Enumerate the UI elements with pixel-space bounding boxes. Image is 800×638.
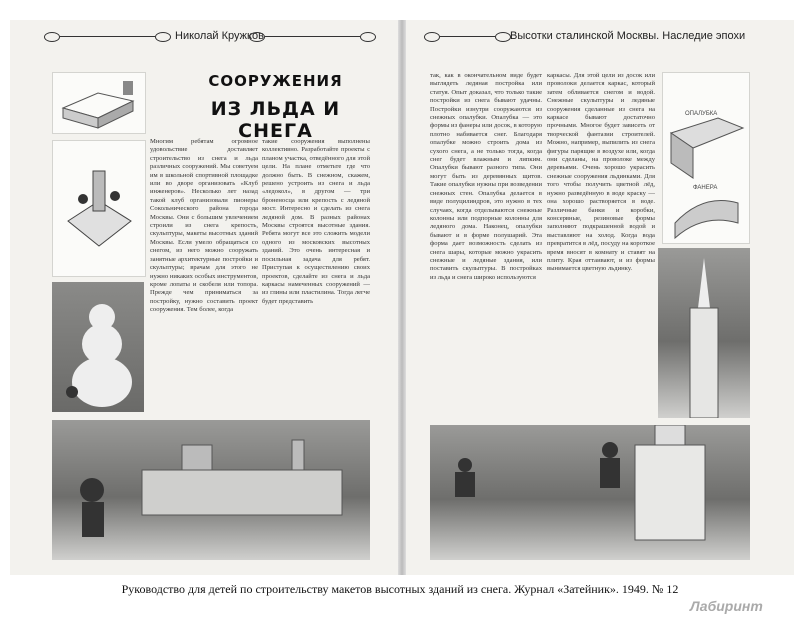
snow-fortress-drawing bbox=[53, 141, 145, 276]
left-header-ornament bbox=[60, 36, 155, 37]
left-page-column-1: Многим ребятам огромное удовольствие доставляет строительство из снега и льда различных сооружений. Мы советуем им в школьной спортивной площадке или во дворе организовать «Клуб инженеров». Несколько лет назад такой клуб организовали пионеры Сокольнического района города Москвы. Они с большим увлечением строили из снега крепость, скульптуры, макеты высотных зданий Москвы. Если умело обращаться со снегом, из него можно сооружать занятные архитектурные постройки и скульптуры; врачам для этого не нужно никаких особых инструментов, кроме лопаты и скобеля или топора. Прежде чем приниматься за постройку, нужно составить проект сооружения. Тем более, когда bbox=[150, 138, 258, 314]
snow-highrise-drawing bbox=[430, 425, 750, 560]
illustration-snow-blocks bbox=[52, 72, 146, 134]
left-header-author: Николай Кружков bbox=[175, 30, 264, 42]
plywood-label: ФАНЕРА bbox=[693, 185, 718, 191]
right-header-title: Высотки сталинской Москвы. Наследие эпохи bbox=[510, 30, 746, 42]
formwork-drawing bbox=[663, 73, 749, 243]
illustration-formwork bbox=[662, 72, 750, 244]
illustration-snowman-bear bbox=[52, 282, 144, 412]
formwork-label: ОПАЛУБКА bbox=[685, 111, 718, 117]
illustration-children-ice-ship bbox=[52, 420, 370, 560]
illustration-snow-fortress bbox=[52, 140, 146, 277]
highrise-top-drawing bbox=[658, 248, 750, 418]
book-spine bbox=[398, 20, 406, 575]
left-page-column-2: такие сооружения выполнены коллективно. Разработайте проекты с планом участка, отведённого для этой цели. На плане отметьте где что должно быть. В снежном, скажем, решено устроить из снега и льда «ледокол», в другом — три броненосца или крепость с ледяной мост. Интересно и сделать из снега ледяной дом. В разных районах Москвы строятся высотные здания. Ребята могут все это сложить модели одного из московских высотных зданий. Это очень интересная и посильная задача для ребят. Приступая к осуществлению своих проектов, сделайте из снега и льда каркасы намеченных сооружений — из глины или пластилина. Тогда легче будет представить bbox=[262, 138, 370, 305]
left-header-ornament-right bbox=[265, 36, 360, 37]
article-title-line2: ИЗ ЛЬДА И СНЕГА bbox=[210, 98, 341, 142]
watermark-logo: Лабиринт bbox=[690, 598, 763, 614]
illustration-snow-highrise bbox=[430, 425, 750, 560]
right-page-column-2: каркасы. Для этой цели из досок или проволоки делается каркас, который затем обливается снегом и водой. Снежные скульптуры и ледяные сооружения сделанные из снега на каркасе бывают достаточно прочными. Многое будет зависеть от творческой фантазии строителей. Можно, например, выпилить из снега фигуры парящие в воздухе или, когда они сделаны, на проволоке между деревьями. Очень хорошо украсить снежные сооружения льдинками. Для того чтобы получить цветной лёд, нужно разведённую в воде краску — она хорошо растворяется в воде. Различные банки и коробки, консервные, резиновые формы заполняют подкрашенной водой и выставляют на холод. Когда вода превратится в лёд, посуду на короткое время вносят в комнату и ставят на плиту. Края оттаивают, и из формы вынимается цветную льдинку. bbox=[547, 72, 655, 273]
right-page-column-1: так, как в окончательном виде будет выглядеть ледяная постройка или статуя. Опыт доказал, что только такие постройки из снега бывают удачны. Постройки изнутри сооружаются из снежных опалубки. Опалубка — это формы из фанеры или досок, в которую плотно набивается снег. Благодаря опалубке можно строить дома из сухого снега, а не только тогда, когда снег будет влажным и липким. Опалубки бывают разного типа. Они могут быть из деревянных щитов. Такие опалубки нужны при возведении снежных стен. Опалубка делается в виде полуцилиндров, это нужно в тех случаях, когда отделываются снежные колонны или подпорные колонны для ледяного дома. Наконец, опалубки бывают и в форме полушарий. Эта форма дает возможность сделать из снега шары, которые можно украсить снежные и ледяные здания, или поставить скульптуры. В постройках из льда и снега широко используются bbox=[430, 72, 542, 281]
snow-blocks-drawing bbox=[53, 73, 145, 133]
ice-ship-drawing bbox=[52, 420, 370, 560]
figure-caption: Руководство для детей по строительству макетов высотных зданий из снега. Журнал «Затейник». 1949. № 12 bbox=[121, 582, 679, 596]
right-header-ornament bbox=[440, 36, 495, 37]
article-title-line1: СООРУЖЕНИЯ bbox=[208, 72, 343, 90]
snowman-bear-drawing bbox=[52, 282, 144, 412]
illustration-highrise-top bbox=[658, 248, 750, 418]
